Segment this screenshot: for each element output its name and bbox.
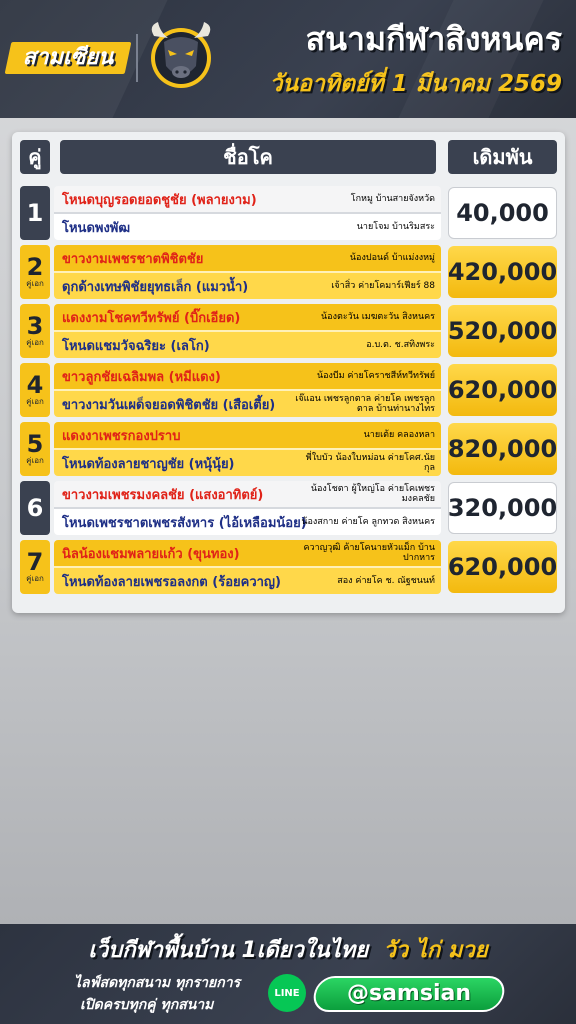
pair-number-value: 5 (26, 430, 44, 458)
fight-row (20, 481, 557, 535)
col-header-bet: เดิมพัน (448, 140, 557, 174)
fight-names (54, 422, 441, 476)
live-text-2: เปิดครบทุกคู่ ทุกสนาม (80, 997, 214, 1013)
cock-b-name: โหนดพงพัฒ (62, 221, 131, 236)
cock-b-line (54, 273, 441, 299)
cock-b-name: โหนดแชมวัจฉริยะ (เลโก) (62, 339, 210, 354)
fight-names (54, 540, 441, 594)
pair-number-value: 3 (26, 312, 44, 340)
cock-b-owner: นายโจม บ้านริมสระ (356, 222, 435, 232)
cock-a-owner: น้องบีม ค่ายโคราชสีห์ทวีทรัพย์ (316, 371, 435, 381)
bull-logo-icon (146, 18, 216, 92)
fight-names (54, 186, 441, 240)
cock-a-name: ขาวงามเพชรมงคลชัย (แสงอาทิตย์) (62, 488, 264, 503)
cock-b-owner: สอง ค่ายโค ช. ณัฐชนนท์ (337, 576, 435, 586)
cock-b-owner: น้องสกาย ค่ายโค ลูกทวด สิงหนคร (301, 517, 435, 527)
logo-divider (136, 34, 138, 82)
cock-a-line (54, 540, 441, 566)
cock-a-name: นิลน้องแชมพลายแก้ว (ขุนทอง) (62, 547, 240, 562)
col-header-pair: คู่ (20, 140, 50, 174)
pair-number-value: 6 (26, 494, 44, 522)
pair-number-value: 2 (26, 253, 44, 281)
pair-tag: คู่เอก (26, 279, 44, 288)
cock-a-name: ขาวงามเพชรชาตพิชิตชัย (62, 252, 204, 267)
footer-slogan (0, 932, 576, 967)
cock-b-name: โหนดท้องลายเพชรอลงกต (ร้อยควาญ) (62, 575, 281, 590)
pair-number (20, 245, 50, 299)
cock-b-line (54, 214, 441, 240)
cock-a-line (54, 186, 441, 212)
fight-row (20, 186, 557, 240)
cock-a-line (54, 363, 441, 389)
header-banner (0, 0, 576, 118)
line-handle-text: @samsian (346, 981, 471, 1006)
slogan-yellow: วัว ไก่ มวย (383, 938, 488, 963)
fight-names (54, 481, 441, 535)
line-app-icon[interactable] (268, 974, 306, 1012)
cock-b-line (54, 332, 441, 358)
logo-text: สามเซียน (22, 45, 114, 70)
bet-amount: 820,000 (448, 423, 557, 475)
cock-b-name: ดุกด้างเทษพิชัยยุทธเล็ก (แมวน้ำ) (62, 280, 249, 295)
cock-b-line (54, 391, 441, 417)
cock-b-owner: พี่ใบบัว น้องใบหม่อน ค่ายโคศ.นัยกุล (305, 453, 435, 473)
fight-row (20, 245, 557, 299)
cock-b-name: โหนดเพชรชาตเพชรสังหาร (ไอ้เหลือมน้อย) (62, 516, 307, 531)
cock-a-name: ขาวลูกชัยเฉลิมพล (หมีแดง) (62, 370, 221, 385)
cock-b-owner: เจ้าสิ่ว ค่ายโคมาร์เฟียร์ 88 (331, 281, 435, 291)
pair-number (20, 540, 50, 594)
bet-amount: 520,000 (448, 305, 557, 357)
pair-number-value: 7 (26, 548, 44, 576)
fight-row (20, 540, 557, 594)
cock-b-line (54, 568, 441, 594)
pair-tag: คู่เอก (26, 456, 44, 465)
cock-a-owner: ควาญวุฒิ ค้ายโคนายหัวแม็ก บ้านปากหาร (303, 543, 435, 563)
cock-a-name: แดงงามโชคทวีทรัพย์ (บิ๊กเอียด) (62, 311, 241, 326)
fight-row (20, 422, 557, 476)
pair-number-value: 1 (26, 199, 44, 227)
cock-a-line (54, 304, 441, 330)
pair-number (20, 186, 50, 240)
fight-names (54, 363, 441, 417)
cock-a-owner: โกหมู บ้านสายจังหวัด (350, 194, 435, 204)
samsian-logo (5, 42, 132, 74)
col-header-name: ชื่อโค (60, 140, 436, 174)
line-label: LINE (274, 987, 300, 999)
line-handle-button[interactable] (311, 976, 507, 1012)
cock-a-owner: น้องปอนด์ บ้าแม่งงหมู่ (349, 253, 435, 263)
pair-number (20, 363, 50, 417)
cock-a-line (54, 481, 441, 507)
fight-table (12, 132, 565, 613)
fight-names (54, 304, 441, 358)
page-title: สนามกีฬาสิงหนคร (305, 20, 562, 58)
cock-a-name: โหนดบุญรอดยอดชูชัย (พลายงาม) (62, 193, 257, 208)
cock-b-line (54, 509, 441, 535)
cock-a-line (54, 422, 441, 448)
bet-amount: 620,000 (448, 541, 557, 593)
pair-number (20, 422, 50, 476)
cock-a-owner: น้องตะวัน เมฆตะวัน สิงหนคร (321, 312, 435, 322)
pair-number (20, 304, 50, 358)
fight-names (54, 245, 441, 299)
fight-row (20, 363, 557, 417)
pair-tag: คู่เอก (26, 338, 44, 347)
pair-number-value: 4 (26, 371, 44, 399)
slogan-white: เว็บกีฬาพื้นบ้าน 1เดียวในไทย (88, 938, 369, 963)
pair-tag: คู่เอก (26, 397, 44, 406)
cock-b-line (54, 450, 441, 476)
bet-amount: 620,000 (448, 364, 557, 416)
cock-a-line (54, 245, 441, 271)
cock-b-name: โหนดท้องลายชาญชัย (หนุ้นุ้ย) (62, 457, 235, 472)
cock-b-owner: อ.บ.ต. ช.สทิงพระ (366, 340, 435, 350)
pair-tag: คู่เอก (26, 574, 44, 583)
live-text-1: ไลฟ์สดทุกสนาม ทุกรายการ (74, 975, 241, 991)
cock-b-name: ขาวงามวันเผด็จยอดพิชิตชัย (เสือเตี้ย) (62, 398, 276, 413)
cock-a-name: แดงงาเพชรกองปราบ (62, 429, 181, 444)
cock-a-owner: น้องโชตา ผู้ใหญ่โอ ค่ายโคเพชรมงคลชัย (310, 484, 435, 504)
fight-row (20, 304, 557, 358)
bet-amount: 40,000 (448, 187, 557, 239)
cock-b-owner: เจ๊แอน เพชรลูกตาล ค่ายโค เพชรลูกตาล บ้านท่านางไทร (295, 394, 435, 414)
bet-amount: 420,000 (448, 246, 557, 298)
pair-number (20, 481, 50, 535)
cock-a-owner: นายเต้ย คลองหลา (363, 430, 435, 440)
event-date: วันอาทิตย์ที่ 1 มีนาคม 2569 (269, 71, 562, 97)
bet-amount: 320,000 (448, 482, 557, 534)
